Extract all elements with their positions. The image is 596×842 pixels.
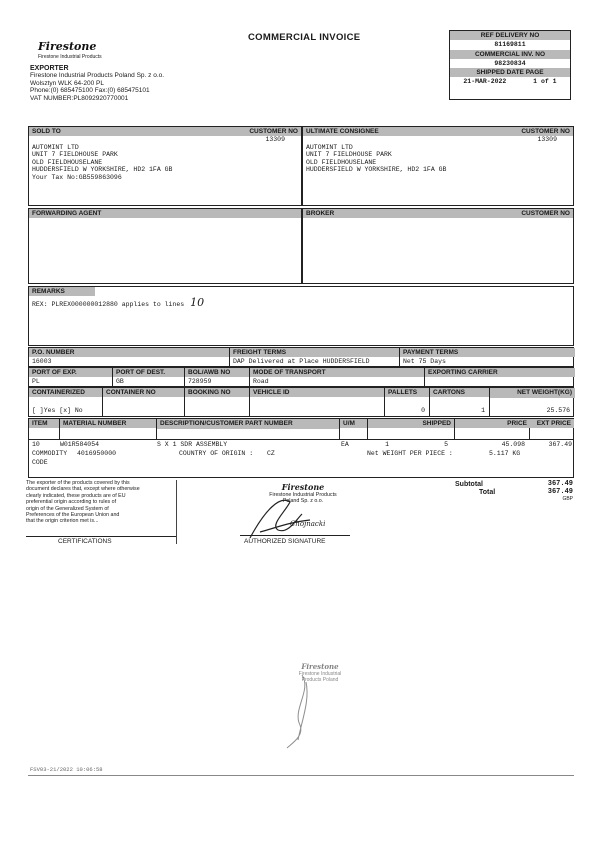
total-label: Total xyxy=(479,488,496,496)
consignee-line: OLD FIELDHOUSELANE xyxy=(306,158,377,166)
consignee-customer-label: CUSTOMER NO xyxy=(521,128,570,135)
certification-line: The exporter of the products covered by this xyxy=(26,480,130,486)
exporter-label: EXPORTER xyxy=(30,65,69,72)
ref-page-value: 1 of 1 xyxy=(533,78,557,85)
page-title: COMMERCIAL INVOICE xyxy=(248,32,361,43)
certification-line: Preferences of the European Union and xyxy=(26,512,120,519)
mode-value: Road xyxy=(253,378,269,385)
bol-value: 728959 xyxy=(188,378,212,385)
col-ext-price-header: EXT PRICE xyxy=(530,419,574,428)
weight-label: NET WEIGHT(KG) xyxy=(490,388,575,398)
port-dest-value: GB xyxy=(116,378,124,385)
consignee-box xyxy=(302,126,574,206)
container-row xyxy=(28,387,574,417)
row-um: EA xyxy=(341,441,349,448)
ref-invoice-label: COMMERCIAL INV. NO xyxy=(450,50,570,59)
exporter-line: Wolsztyn WLK 64-200 PL xyxy=(30,79,104,87)
stamp-line: Firestone Industrial Products xyxy=(269,492,337,498)
total-value: 367.49 xyxy=(547,487,573,496)
faded-signature-scribble xyxy=(272,670,332,750)
exporter-line: Phone:(0) 685475100 Fax:(0) 685475101 xyxy=(30,87,150,94)
totals-block xyxy=(455,481,573,502)
forwarding-agent-label: FORWARDING AGENT xyxy=(29,209,301,218)
shipping-row xyxy=(28,367,574,387)
origin-value: CZ xyxy=(267,450,275,457)
net-weight-label: Net WEIGHT PER PIECE : xyxy=(367,450,453,457)
containerized-value: [ ]Yes [x] No xyxy=(32,407,83,414)
col-shipped-header: SHIPPED xyxy=(368,419,454,428)
remarks-label: REMARKS xyxy=(29,287,95,296)
remarks-text: REX: PLREX000000012880 applies to lines xyxy=(32,301,185,308)
port-exp-value: PL xyxy=(32,378,40,385)
col-item-header: ITEM xyxy=(29,419,59,428)
po-value: 16003 xyxy=(32,358,52,365)
weight-value: 25.576 xyxy=(546,407,570,414)
footer-stamp: FSV03-21/2022 10:06:58 xyxy=(30,766,103,773)
bol-label: BOL/AWB NO xyxy=(185,368,249,377)
payment-label: PAYMENT TERMS xyxy=(400,348,575,357)
faded-stamp-line: Products Poland xyxy=(301,677,339,683)
reference-box xyxy=(449,30,571,100)
sold-to-line: HUDDERSFIELD W YORKSHIRE, HD2 1FA GB xyxy=(32,166,173,173)
port-dest-label: PORT OF DEST. xyxy=(113,368,184,377)
broker-label: BROKER xyxy=(306,210,335,217)
currency-label: GBP xyxy=(562,496,573,502)
certification-line: origin of the Generalized System of xyxy=(26,505,109,512)
ref-invoice-value: 98230834 xyxy=(494,59,526,67)
items-table xyxy=(28,418,574,478)
company-logo xyxy=(38,40,102,60)
exporter-line: VAT NUMBER:PL8092920770001 xyxy=(30,94,129,102)
origin-label: COUNTRY OF ORIGIN : xyxy=(179,450,254,457)
remarks-handwritten: 10 xyxy=(190,296,205,309)
broker-box xyxy=(302,208,574,284)
consignee-label: ULTIMATE CONSIGNEE xyxy=(306,128,379,135)
sold-to-box xyxy=(28,126,302,206)
sold-to-line: OLD FIELDHOUSELANE xyxy=(32,158,103,166)
certification-line: preferential origin according to rules of xyxy=(26,499,117,506)
certification-line: clearly indicated, these products are of EU xyxy=(26,492,126,499)
subtotal-value: 367.49 xyxy=(547,480,573,488)
col-um-header: U/M xyxy=(340,419,367,428)
commodity-label: COMMODITY xyxy=(32,450,68,457)
consignee-customer-no: 13309 xyxy=(537,136,557,143)
row-item: 10 xyxy=(32,441,40,448)
sold-to-customer-no: 13309 xyxy=(265,136,285,143)
pallets-value: 0 xyxy=(421,407,425,414)
terms-row xyxy=(28,347,574,367)
forwarding-agent-box xyxy=(28,208,302,284)
subtotal-label: Subtotal xyxy=(455,481,483,488)
certifications-label: CERTIFICATIONS xyxy=(58,538,112,545)
freight-value: DAP Delivered at Place HUDDERSFIELD xyxy=(233,358,370,365)
vehicle-label: VEHICLE ID xyxy=(250,388,384,397)
row-shipped: 5 xyxy=(444,441,448,448)
commodity-value: 4016950000 xyxy=(77,450,117,457)
logo-brand: Firestone xyxy=(38,40,97,53)
cartons-label: CARTONS xyxy=(430,388,489,397)
broker-customer-label: CUSTOMER NO xyxy=(521,210,570,217)
faded-stamp-line: Firestone Industrial xyxy=(298,671,342,677)
code-label: CODE xyxy=(32,459,48,466)
carrier-label: EXPORTING CARRIER xyxy=(425,368,575,377)
col-price-header: PRICE xyxy=(455,419,530,428)
mode-label: MODE OF TRANSPORT xyxy=(250,368,424,377)
exporter-line: Firestone Industrial Products Poland Sp. z o.o. xyxy=(30,72,165,79)
certification-line: document declares that, except where otherwise xyxy=(26,486,140,493)
row-price: 45.098 xyxy=(501,441,525,448)
consignee-line: UNIT 7 FIELDHOUSE PARK xyxy=(306,151,392,158)
cartons-value: 1 xyxy=(481,407,485,414)
port-exp-label: PORT OF EXP. xyxy=(29,368,112,377)
certification-line: that the origin criterion met is... xyxy=(26,518,99,525)
signature-name: Chojnacki xyxy=(290,520,326,528)
stamp-line: Poland Sp. z o.o. xyxy=(282,498,324,504)
po-label: P.O. NUMBER xyxy=(29,348,229,357)
consignee-line: AUTOMINT LTD xyxy=(306,143,353,151)
ref-delivery-value: 81169811 xyxy=(494,41,526,48)
row-ext-price: 367.49 xyxy=(548,441,572,448)
payment-value: Net 75 Days xyxy=(403,358,446,365)
sold-to-customer-label: CUSTOMER NO xyxy=(249,128,298,135)
remarks-box xyxy=(28,286,574,346)
row-material: W01R584054 xyxy=(60,441,100,448)
net-weight-value: 5.117 KG xyxy=(489,450,521,457)
col-description-header: DESCRIPTION/CUSTOMER PART NUMBER xyxy=(157,419,339,429)
booking-label: BOOKING NO xyxy=(185,388,249,397)
sold-to-line: UNIT 7 FIELDHOUSE PARK xyxy=(32,151,118,158)
containerized-label: CONTAINERIZED xyxy=(29,388,102,397)
ref-date-value: 21-MAR-2022 xyxy=(463,78,507,85)
row-description: S X 1 SDR ASSEMBLY xyxy=(157,441,228,448)
sold-to-label: SOLD TO xyxy=(32,128,61,135)
consignee-line: HUDDERSFIELD W YORKSHIRE, HD2 1FA GB xyxy=(306,166,447,173)
ref-delivery-label: REF DELIVERY NO xyxy=(450,31,570,40)
exporter-block xyxy=(30,65,164,102)
freight-label: FREIGHT TERMS xyxy=(230,348,399,357)
faded-stamp-brand: Firestone xyxy=(301,662,339,671)
col-material-header: MATERIAL NUMBER xyxy=(60,419,156,428)
stamp-brand: Firestone xyxy=(281,482,325,492)
row-um-qty: 1 xyxy=(385,441,389,448)
pallets-label: PALLETS xyxy=(385,388,429,397)
sold-to-line: Your Tax No:GB559863096 xyxy=(32,173,122,181)
logo-tagline: Firestone Industrial Products xyxy=(38,54,102,60)
authorized-signature-label: AUTHORIZED SIGNATURE xyxy=(244,538,326,545)
container-no-label: CONTAINER NO xyxy=(103,388,184,397)
ref-date-label: SHIPPED DATE PAGE xyxy=(450,68,570,77)
sold-to-line: AUTOMINT LTD xyxy=(32,143,79,151)
certification-block xyxy=(26,480,177,544)
